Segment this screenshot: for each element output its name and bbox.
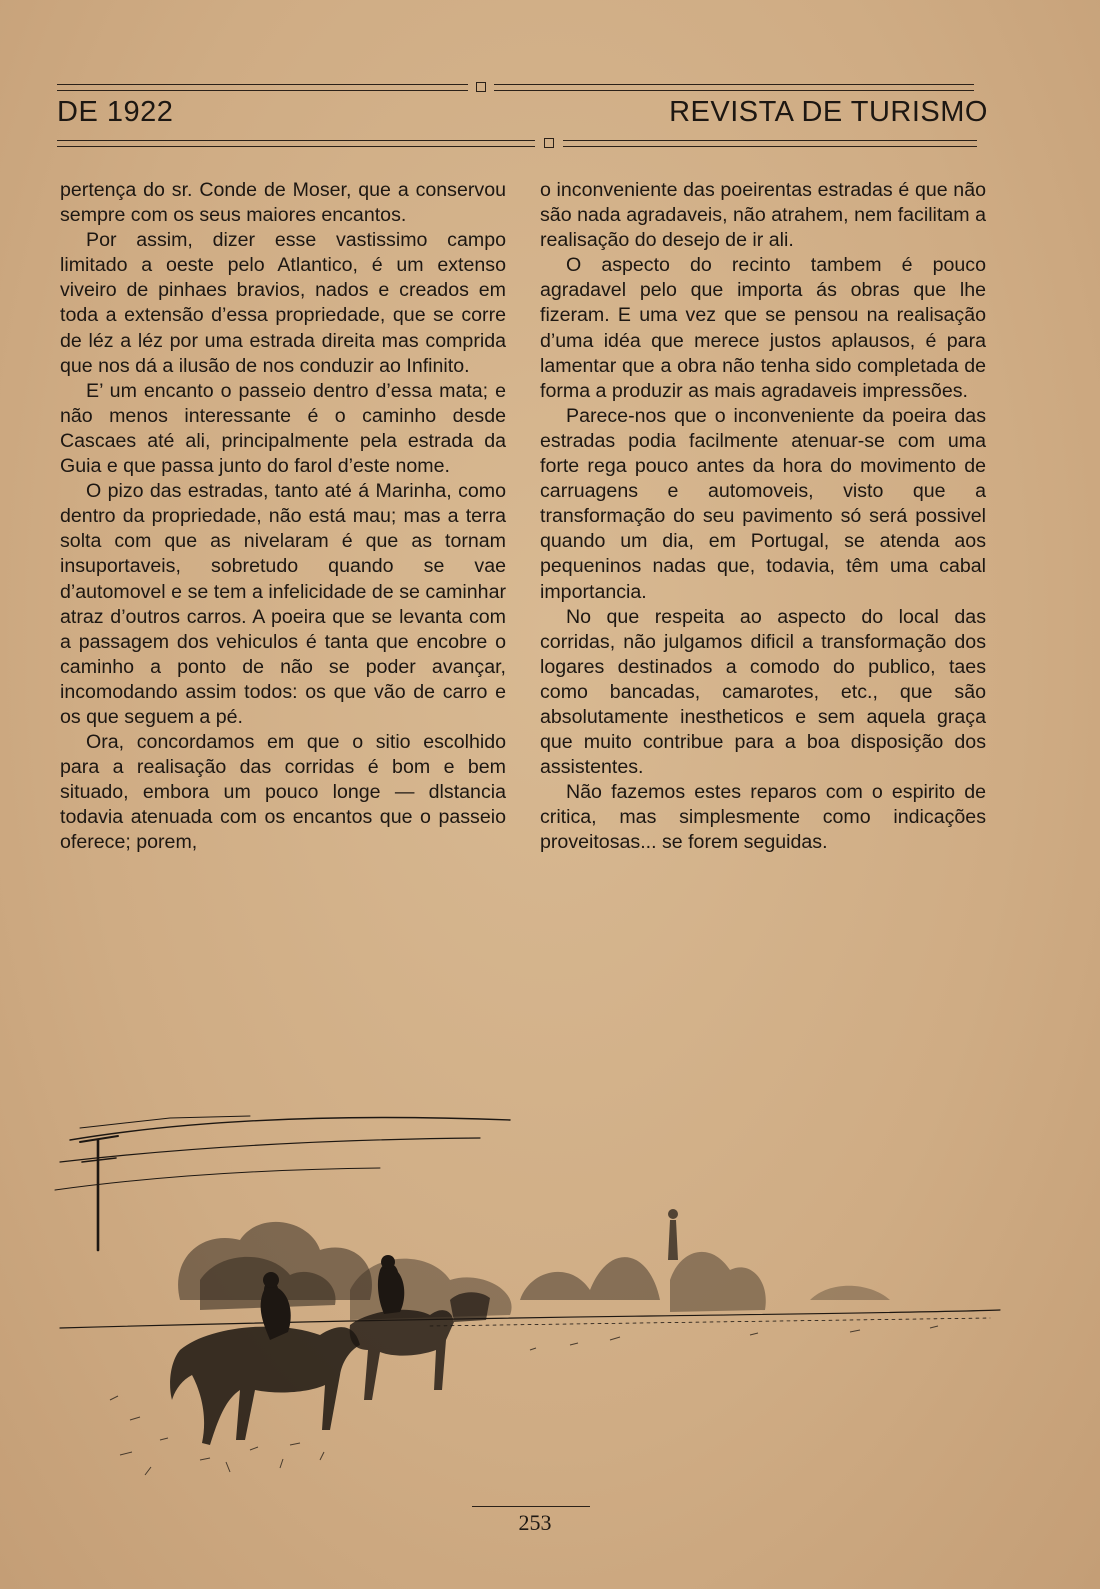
paragraph: Ora, concordamos em que o sitio escolhido para a realisação das corridas é bom e bem situado, embora um pouco longe — dlstancia todavia atenuada com os encantos que o passeio oferece; porem, (60, 731, 506, 854)
header-top-rule-left (57, 84, 468, 91)
article-left-column (60, 178, 506, 856)
paragraph: E’ um encanto o passeio dentro d’essa mata; e não menos interessante é o caminho desde Cascaes até ali, principalmente pela estrada da Guia e que passa junto do farol d’este nome. (60, 379, 506, 478)
paragraph: Por assim, dizer esse vastissimo campo limitado a oeste pelo Atlantico, é um extenso viveiro de pinhaes bravios, nados e creados em toda a extensão d’essa propriedade, que se corre de léz a léz por uma estrada direita mas comprida que nos dá a ilusão de nos conduzir ao Infinito. (60, 229, 506, 377)
header-magazine-title: REVISTA DE TURISMO (669, 96, 988, 128)
paragraph: o inconveniente das poeirentas estradas é que não são nada agradaveis, não atrahem, nem facilitam a realisação do desejo de ir ali. (540, 179, 986, 252)
page-number: 253 (518, 1510, 552, 1535)
header-bottom-rule-right (563, 140, 977, 147)
header-bottom-ornament (544, 138, 554, 148)
paragraph: O aspecto do recinto tambem é pouco agradavel pelo que importa ás obras que lhe fizeram. E uma vez que se pensou na realisação d’uma idéa que merece justos aplausos, é para lamentar que a obra não tenha sido completada de forma a produzir as mais agradaveis impressões. (540, 254, 986, 402)
paragraph: O pizo das estradas, tanto até á Marinha, como dentro da propriedade, não está mau; mas a terra solta com que as nivelaram é que as tornam insuportaveis, sobretudo quando se vae d’automovel e se tem a infelicidade de se caminhar atraz d’outros carros. A poeira que se levanta com a passagem dos vehiculos é tanta que encobre o caminho a ponto de não se poder avançar, incomodando assim todos: os que vão de carro e os que seguem a pé. (60, 480, 506, 728)
horse-riders-illustration (50, 1100, 1010, 1500)
paragraph: Não fazemos estes reparos com o espirito de critica, mas simplesmente como indicações proveitosas... se forem seguidas. (540, 781, 986, 854)
footer-rule (472, 1506, 590, 1507)
header-bottom-rule-left (57, 140, 535, 147)
header-year: DE 1922 (57, 96, 174, 128)
paragraph: Parece-nos que o inconveniente da poeira das estradas podia facilmente atenuar-se com uma forte rega pouco antes da hora do movimento de carruagens e automoveis, visto que a transformação do seu pavimento só será possivel quando um dia, em Portugal, se atenda aos pequeninos nadas que, todavia, têm uma cabal importancia. (540, 404, 986, 603)
article-right-column (540, 178, 986, 856)
header-top-rule-right (494, 84, 974, 91)
paragraph: pertença do sr. Conde de Moser, que a conservou sempre com os seus maiores encantos. (60, 179, 506, 227)
header-top-ornament (476, 82, 486, 92)
paragraph: No que respeita ao aspecto do local das corridas, não julgamos dificil a transformação dos logares destinados a comodo do publico, taes como bancadas, camarotes, etc., que são absolutamente inestheticos e sem aquela graça que muito contribue para a boa disposição dos assistentes. (540, 605, 986, 779)
